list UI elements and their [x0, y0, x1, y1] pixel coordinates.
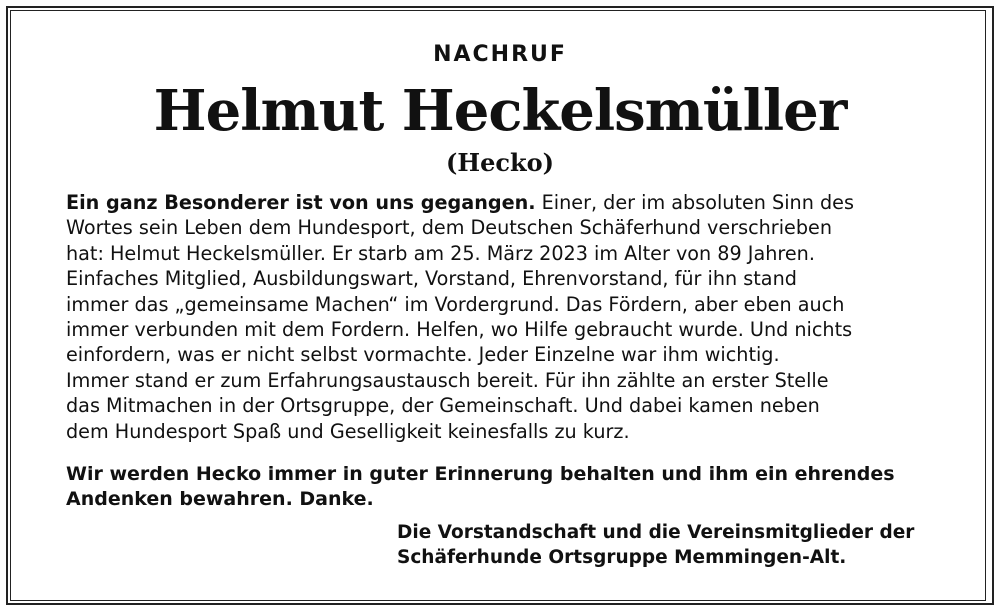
- deceased-name: Helmut Heckelsmüller: [153, 78, 847, 144]
- body-line: Immer stand er zum Erfahrungsaustausch bereit. Für ihn zählte an erster Stelle: [66, 368, 829, 392]
- signature-line: Die Vorstandschaft und die Vereinsmitglieder der: [397, 522, 915, 543]
- body-line: hat: Helmut Heckelsmüller. Er starb am 25. März 2023 im Alter von 89 Jahren.: [66, 241, 815, 265]
- body-line: immer verbunden mit dem Fordern. Helfen, wo Hilfe gebraucht wurde. Und nichts: [66, 318, 853, 342]
- body-line: [66, 190, 946, 215]
- signature-block: [397, 520, 957, 571]
- body-line: Wortes sein Leben dem Hundesport, dem Deutschen Schäferhund verschrieben: [66, 216, 832, 240]
- body-lead: Ein ganz Besonderer ist von uns gegangen.: [66, 191, 536, 214]
- body-line: das Mitmachen in der Ortsgruppe, der Gemeinschaft. Und dabei kamen neben: [66, 394, 820, 418]
- closing-line: Andenken bewahren. Danke.: [66, 488, 374, 511]
- obituary-body: [66, 190, 946, 444]
- body-line: Einfaches Mitglied, Ausbildungswart, Vorstand, Ehrenvorstand, für ihn stand: [66, 267, 797, 291]
- body-line: dem Hundesport Spaß und Geselligkeit keinesfalls zu kurz.: [66, 419, 630, 443]
- signature-line: Schäferhunde Ortsgruppe Memmingen-Alt.: [397, 547, 847, 569]
- closing-statement: [66, 462, 946, 513]
- notice-kicker: NACHRUF: [433, 42, 567, 67]
- body-line: einfordern, was er nicht selbst vormachte. Jeder Einzelne war ihm wichtig.: [66, 343, 780, 367]
- body-line: immer das „gemeinsame Machen“ im Vordergrund. Das Fördern, aber eben auch: [66, 292, 845, 316]
- body-line-text: Einer, der im absoluten Sinn des: [535, 191, 854, 214]
- closing-line: Wir werden Hecko immer in guter Erinnerung behalten und ihm ein ehrendes: [66, 463, 895, 485]
- deceased-nickname: (Hecko): [446, 148, 554, 177]
